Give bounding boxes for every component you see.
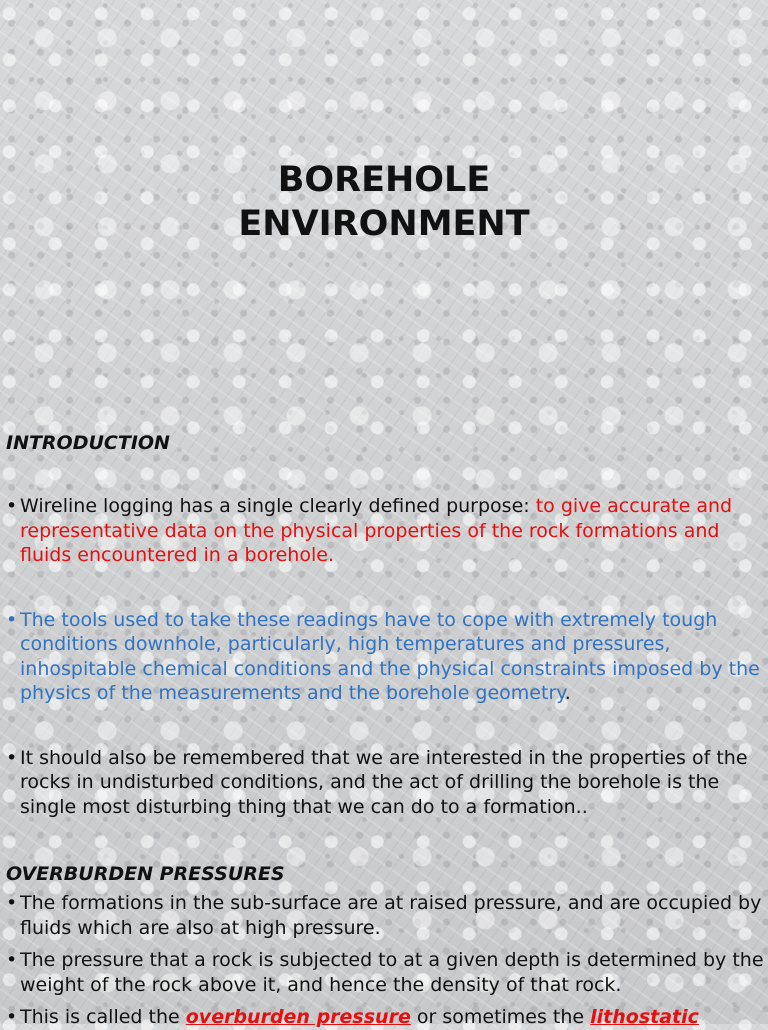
title-line-2: ENVIRONMENT (238, 204, 530, 244)
intro-bullet-3-text: It should also be remembered that we are interested in the properties of the rocks in undisturbed conditions, and the act of drilling the borehole is the single most disturbing thing that we can do to a formation.. (20, 746, 748, 818)
overburden-bullet-3 (6, 1005, 764, 1030)
section-heading-overburden: OVERBURDEN PRESSURES (6, 863, 285, 885)
page-title (0, 158, 768, 246)
intro-bullet-1-highlight: to give accurate and representative data on the physical properties of the rock formations and fluids encountered in a borehole. (20, 495, 733, 566)
document-body (6, 432, 764, 1030)
section-heading-introduction: INTRODUCTION (6, 432, 170, 454)
intro-bullet-1-text: Wireline logging has a single clearly defined purpose: (20, 495, 536, 517)
overburden-bullet-2 (6, 948, 764, 997)
overburden-bullet-1 (6, 891, 764, 940)
title-line-1: BOREHOLE (277, 160, 491, 200)
overburden-term: overburden pressure (185, 1006, 411, 1028)
overburden-bullet-1-text: The formations in the sub-surface are at raised pressure, and are occupied by fluids which are also at high pressure. (20, 892, 762, 939)
intro-bullet-2-end: . (564, 682, 571, 704)
intro-bullet-2 (6, 608, 764, 706)
intro-bullet-3 (6, 746, 764, 820)
intro-bullet-2-text: The tools used to take these readings have to cope with extremely tough conditions downhole, particularly, high temperatures and pressures, inhospitable chemical conditions and the physical constraints imposed by the physics of the measurements and the borehole geometry (20, 608, 760, 704)
overburden-bullet-3-text-a: This is called the (20, 1006, 186, 1028)
overburden-bullet-2-text: The pressure that a rock is subjected to at a given depth is determined by the weight of the rock above it, and hence the density of that rock. (20, 949, 764, 996)
intro-bullet-1 (6, 494, 764, 568)
lithostatic-term: lithostatic (590, 1006, 699, 1028)
overburden-bullet-3-text-c: or sometimes the (410, 1006, 591, 1028)
